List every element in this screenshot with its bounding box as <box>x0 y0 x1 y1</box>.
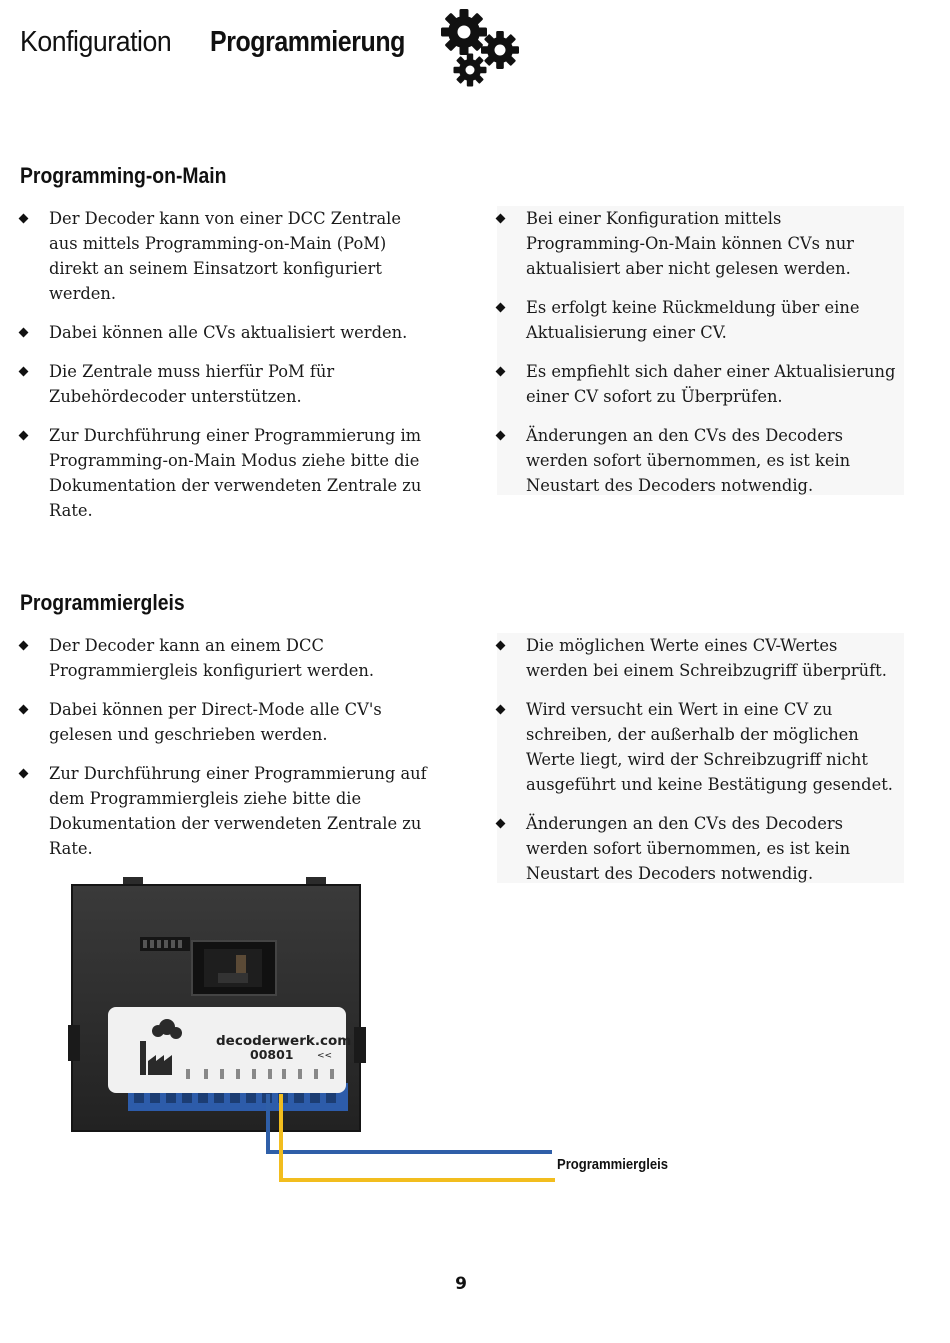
section-title-pom: Programming-on-Main <box>20 163 227 188</box>
list-item: Die Zentrale muss hierfür PoM für Zubehördecoder unterstützen. <box>20 359 430 409</box>
list-item: Zur Durchführung einer Programmierung im Programming-on-Main Modus ziehe bitte die Dokumentation der verwendeten Zentrale zu Rate. <box>20 423 430 523</box>
list-item: Der Decoder kann von einer DCC Zentrale aus mittels Programming-on-Main (PoM) direkt an seinem Einsatzort konfiguriert werden. <box>20 206 430 306</box>
list-item: Wird versucht ein Wert in eine CV zu schreiben, der außerhalb der möglichen Werte liegt, wird der Schreibzugriff nicht ausgeführt und keine Bestätigung gesendet. <box>497 697 904 797</box>
list-item: Änderungen an den CVs des Decoders werden sofort übernommen, es ist kein Neustart des Decoders notwendig. <box>497 811 904 886</box>
header-section-label: Konfiguration <box>20 26 172 58</box>
device-model-text: 00801 <box>250 1047 294 1062</box>
list-item: Die möglichen Werte eines CV-Wertes werden bei einem Schreibzugriff überprüft. <box>497 633 904 683</box>
device-model-suffix: << <box>317 1051 333 1061</box>
list-item: Zur Durchführung einer Programmierung auf dem Programmiergleis ziehe bitte die Dokumentation der verwendeten Zentrale zu Rate. <box>20 761 430 861</box>
device-brand-text: decoderwerk.com <box>216 1033 352 1049</box>
yellow-wire <box>281 1094 555 1180</box>
list-item: Änderungen an den CVs des Decoders werden sofort übernommen, es ist kein Neustart des Decoders notwendig. <box>497 423 904 498</box>
wire-label: Programmiergleis <box>557 1157 668 1173</box>
page-title: Programmierung <box>210 26 405 58</box>
list-item: Dabei können alle CVs aktualisiert werden. <box>20 320 430 345</box>
list-item: Es erfolgt keine Rückmeldung über eine Aktualisierung einer CV. <box>497 295 904 345</box>
page-number: 9 <box>455 1274 467 1294</box>
section-title-programmiergleis: Programmiergleis <box>20 590 185 615</box>
list-item: Es empfiehlt sich daher einer Aktualisierung einer CV sofort zu Überprüfen. <box>497 359 904 409</box>
list-item: Bei einer Konfiguration mittels Programming-On-Main können CVs nur aktualisiert aber nicht gelesen werden. <box>497 206 904 281</box>
blue-wire <box>268 1094 552 1152</box>
list-item: Der Decoder kann an einem DCC Programmiergleis konfiguriert werden. <box>20 633 430 683</box>
list-item: Dabei können per Direct-Mode alle CV's gelesen und geschrieben werden. <box>20 697 430 747</box>
